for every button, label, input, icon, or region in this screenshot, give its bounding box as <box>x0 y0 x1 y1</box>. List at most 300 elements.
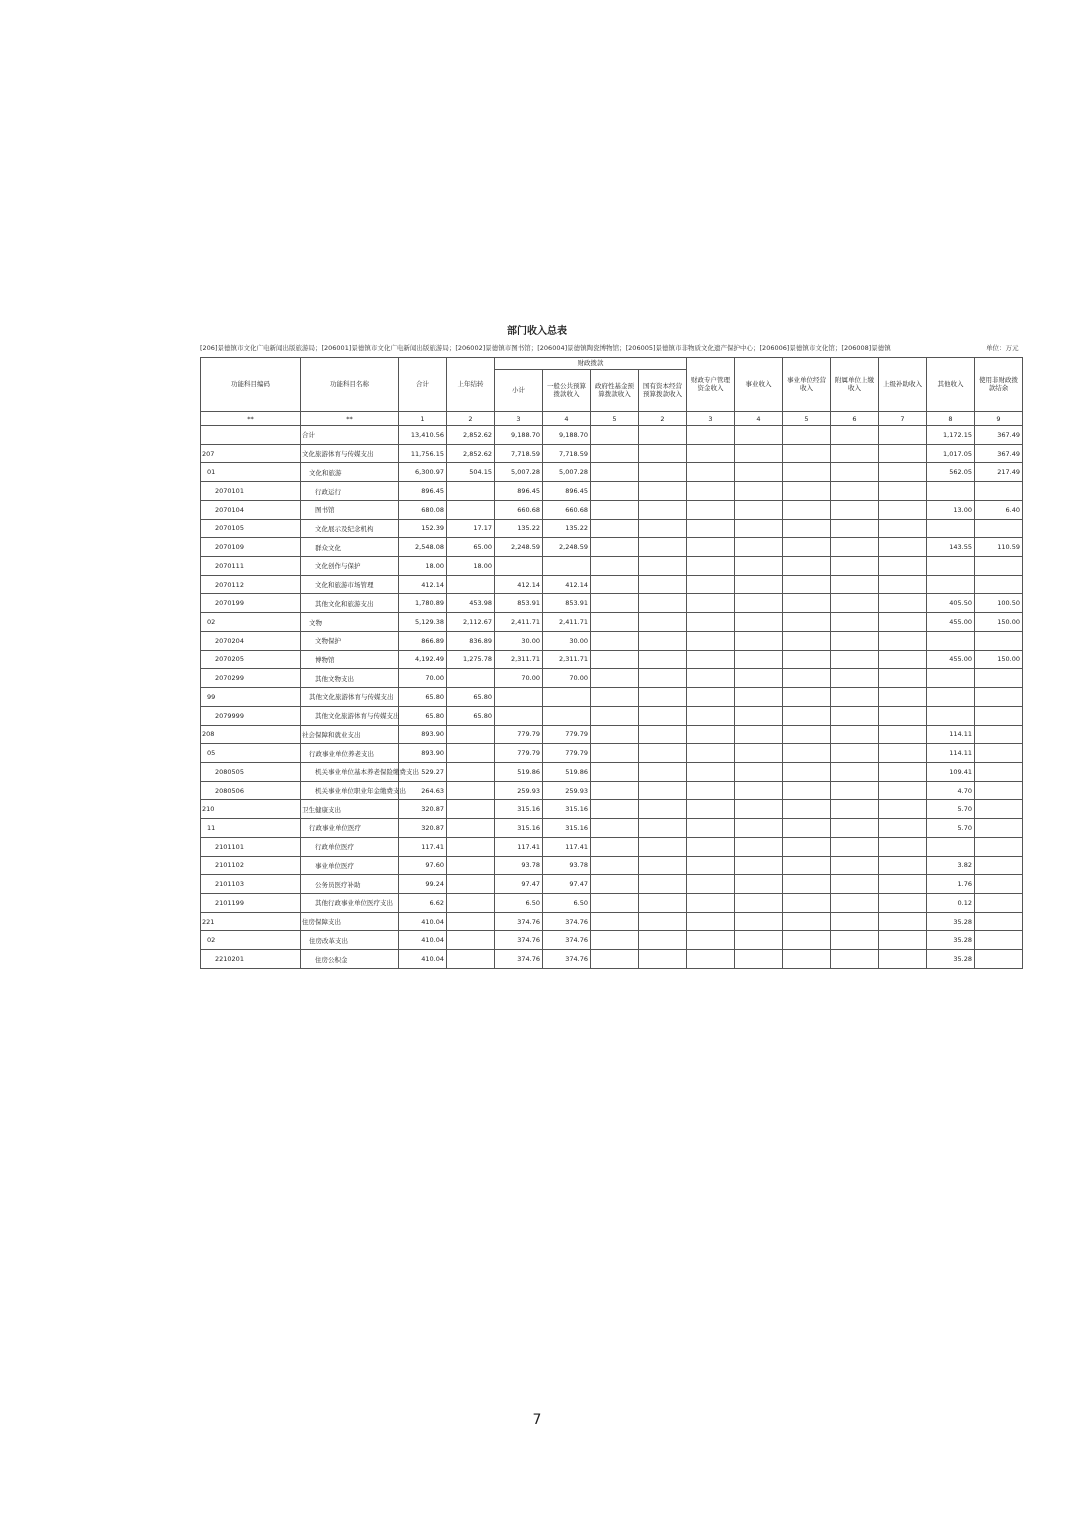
gov-fund-cell <box>591 575 639 594</box>
subordinate-cell <box>831 931 879 950</box>
reserve-cell <box>975 893 1023 912</box>
code-cell: 210 <box>201 800 301 819</box>
superior-cell <box>879 800 927 819</box>
code-cell: 2101101 <box>201 837 301 856</box>
general-budget-cell: 5,007.28 <box>543 463 591 482</box>
table-row <box>201 519 1023 538</box>
business-cell <box>735 819 783 838</box>
carryover-cell <box>447 950 495 969</box>
business-cell <box>735 950 783 969</box>
subordinate-cell <box>831 781 879 800</box>
name-cell: 博物馆 <box>301 650 399 669</box>
subordinate-cell <box>831 950 879 969</box>
reserve-cell: 110.59 <box>975 538 1023 557</box>
general-budget-cell: 315.16 <box>543 800 591 819</box>
operating-cell <box>783 781 831 800</box>
other-income-cell: 405.50 <box>927 594 975 613</box>
operating-cell <box>783 893 831 912</box>
gov-fund-cell <box>591 426 639 445</box>
reserve-cell <box>975 781 1023 800</box>
reserve-cell <box>975 706 1023 725</box>
code-cell: 2070101 <box>201 482 301 501</box>
state-capital-cell <box>639 688 687 707</box>
total-cell: 5,129.38 <box>399 613 447 632</box>
index-cell: 5 <box>783 412 831 426</box>
other-income-cell: 13.00 <box>927 500 975 519</box>
name-cell: 事业单位医疗 <box>301 856 399 875</box>
total-cell: 97.60 <box>399 856 447 875</box>
general-budget-cell: 7,718.59 <box>543 444 591 463</box>
header-gov-fund: 政府性基金预算拨款收入 <box>591 370 639 412</box>
subordinate-cell <box>831 669 879 688</box>
special-fund-cell <box>687 875 735 894</box>
header-code: 功能科目编码 <box>201 358 301 412</box>
table-row <box>201 762 1023 781</box>
name-cell: 机关事业单位职业年金缴费支出 <box>301 781 399 800</box>
name-cell: 住房改革支出 <box>301 931 399 950</box>
gov-fund-cell <box>591 538 639 557</box>
state-capital-cell <box>639 781 687 800</box>
state-capital-cell <box>639 500 687 519</box>
subordinate-cell <box>831 688 879 707</box>
state-capital-cell <box>639 538 687 557</box>
total-cell: 866.89 <box>399 631 447 650</box>
name-cell: 公务员医疗补助 <box>301 875 399 894</box>
name-cell: 其他行政事业单位医疗支出 <box>301 893 399 912</box>
subordinate-cell <box>831 762 879 781</box>
code-cell: 2101102 <box>201 856 301 875</box>
other-income-cell: 0.12 <box>927 893 975 912</box>
header-total: 合计 <box>399 358 447 412</box>
subordinate-cell <box>831 519 879 538</box>
name-cell: 住房保障支出 <box>301 912 399 931</box>
subtotal-cell: 374.76 <box>495 950 543 969</box>
state-capital-cell <box>639 950 687 969</box>
general-budget-cell <box>543 557 591 576</box>
carryover-cell <box>447 762 495 781</box>
carryover-cell: 1,275.78 <box>447 650 495 669</box>
table-row <box>201 463 1023 482</box>
name-cell: 社会保障和就业支出 <box>301 725 399 744</box>
carryover-cell: 504.15 <box>447 463 495 482</box>
superior-cell <box>879 594 927 613</box>
other-income-cell: 3.82 <box>927 856 975 875</box>
index-cell: ** <box>301 412 399 426</box>
subordinate-cell <box>831 819 879 838</box>
state-capital-cell <box>639 557 687 576</box>
other-income-cell: 35.28 <box>927 912 975 931</box>
superior-cell <box>879 463 927 482</box>
total-cell: 6.62 <box>399 893 447 912</box>
superior-cell <box>879 725 927 744</box>
subtotal-cell: 9,188.70 <box>495 426 543 445</box>
gov-fund-cell <box>591 557 639 576</box>
name-cell: 文化创作与保护 <box>301 557 399 576</box>
subtotal-cell: 2,311.71 <box>495 650 543 669</box>
other-income-cell: 5.70 <box>927 800 975 819</box>
code-cell: 207 <box>201 444 301 463</box>
carryover-cell <box>447 837 495 856</box>
code-cell: 2080505 <box>201 762 301 781</box>
business-cell <box>735 575 783 594</box>
general-budget-cell: 374.76 <box>543 912 591 931</box>
index-cell: 4 <box>735 412 783 426</box>
superior-cell <box>879 650 927 669</box>
gov-fund-cell <box>591 650 639 669</box>
carryover-cell <box>447 819 495 838</box>
index-cell: 8 <box>927 412 975 426</box>
superior-cell <box>879 500 927 519</box>
reserve-cell <box>975 725 1023 744</box>
special-fund-cell <box>687 631 735 650</box>
subordinate-cell <box>831 594 879 613</box>
special-fund-cell <box>687 557 735 576</box>
subordinate-cell <box>831 482 879 501</box>
gov-fund-cell <box>591 463 639 482</box>
state-capital-cell <box>639 856 687 875</box>
header-subordinate: 附属单位上缴收入 <box>831 358 879 412</box>
gov-fund-cell <box>591 819 639 838</box>
superior-cell <box>879 557 927 576</box>
index-cell: 5 <box>591 412 639 426</box>
other-income-cell: 114.11 <box>927 725 975 744</box>
total-cell: 893.90 <box>399 744 447 763</box>
total-cell: 893.90 <box>399 725 447 744</box>
carryover-cell <box>447 893 495 912</box>
business-cell <box>735 613 783 632</box>
other-income-cell <box>927 631 975 650</box>
operating-cell <box>783 875 831 894</box>
subtotal-cell: 70.00 <box>495 669 543 688</box>
business-cell <box>735 744 783 763</box>
special-fund-cell <box>687 613 735 632</box>
other-income-cell: 143.55 <box>927 538 975 557</box>
table-row <box>201 725 1023 744</box>
table-row <box>201 557 1023 576</box>
general-budget-cell <box>543 688 591 707</box>
subtotal-cell: 93.78 <box>495 856 543 875</box>
index-cell: 9 <box>975 412 1023 426</box>
special-fund-cell <box>687 669 735 688</box>
name-cell: 卫生健康支出 <box>301 800 399 819</box>
table-row <box>201 688 1023 707</box>
gov-fund-cell <box>591 688 639 707</box>
operating-cell <box>783 557 831 576</box>
name-cell: 文物 <box>301 613 399 632</box>
state-capital-cell <box>639 594 687 613</box>
subtotal-cell: 374.76 <box>495 931 543 950</box>
gov-fund-cell <box>591 931 639 950</box>
business-cell <box>735 669 783 688</box>
table-row <box>201 538 1023 557</box>
code-cell: 2070111 <box>201 557 301 576</box>
table-row <box>201 875 1023 894</box>
special-fund-cell <box>687 856 735 875</box>
special-fund-cell <box>687 519 735 538</box>
total-cell: 264.63 <box>399 781 447 800</box>
general-budget-cell: 2,411.71 <box>543 613 591 632</box>
code-cell: 02 <box>201 613 301 632</box>
header-operating: 事业单位经营收入 <box>783 358 831 412</box>
state-capital-cell <box>639 875 687 894</box>
general-budget-cell: 315.16 <box>543 819 591 838</box>
other-income-cell: 562.05 <box>927 463 975 482</box>
total-cell: 6,300.97 <box>399 463 447 482</box>
superior-cell <box>879 781 927 800</box>
general-budget-cell: 117.41 <box>543 837 591 856</box>
general-budget-cell: 374.76 <box>543 950 591 969</box>
gov-fund-cell <box>591 444 639 463</box>
special-fund-cell <box>687 762 735 781</box>
index-cell: 4 <box>543 412 591 426</box>
business-cell <box>735 631 783 650</box>
header-state-capital: 国有资本经营预算拨款收入 <box>639 370 687 412</box>
operating-cell <box>783 613 831 632</box>
total-cell: 410.04 <box>399 950 447 969</box>
superior-cell <box>879 856 927 875</box>
subtotal-cell: 7,718.59 <box>495 444 543 463</box>
subtotal-cell: 853.91 <box>495 594 543 613</box>
general-budget-cell: 93.78 <box>543 856 591 875</box>
name-cell: 机关事业单位基本养老保险缴费支出 <box>301 762 399 781</box>
subtotal-cell: 6.50 <box>495 893 543 912</box>
code-cell: 2070204 <box>201 631 301 650</box>
code-cell: 2070112 <box>201 575 301 594</box>
reserve-cell: 150.00 <box>975 613 1023 632</box>
header-carryover: 上年结转 <box>447 358 495 412</box>
name-cell: 群众文化 <box>301 538 399 557</box>
carryover-cell: 2,852.62 <box>447 426 495 445</box>
state-capital-cell <box>639 706 687 725</box>
special-fund-cell <box>687 444 735 463</box>
superior-cell <box>879 575 927 594</box>
other-income-cell: 1,017.05 <box>927 444 975 463</box>
gov-fund-cell <box>591 744 639 763</box>
header-name: 功能科目名称 <box>301 358 399 412</box>
subordinate-cell <box>831 444 879 463</box>
carryover-cell: 836.89 <box>447 631 495 650</box>
table-row <box>201 856 1023 875</box>
subtotal-cell <box>495 706 543 725</box>
total-cell: 152.39 <box>399 519 447 538</box>
superior-cell <box>879 538 927 557</box>
special-fund-cell <box>687 706 735 725</box>
general-budget-cell: 779.79 <box>543 744 591 763</box>
other-income-cell: 35.28 <box>927 950 975 969</box>
business-cell <box>735 538 783 557</box>
header-subtotal: 小计 <box>495 370 543 412</box>
operating-cell <box>783 444 831 463</box>
other-income-cell <box>927 837 975 856</box>
code-cell: 2101199 <box>201 893 301 912</box>
general-budget-cell: 779.79 <box>543 725 591 744</box>
operating-cell <box>783 837 831 856</box>
code-cell <box>201 426 301 445</box>
name-cell: 图书馆 <box>301 500 399 519</box>
subtotal-cell: 519.86 <box>495 762 543 781</box>
code-cell: 2070299 <box>201 669 301 688</box>
operating-cell <box>783 426 831 445</box>
table-row <box>201 426 1023 445</box>
reserve-cell: 100.50 <box>975 594 1023 613</box>
subordinate-cell <box>831 538 879 557</box>
table-row <box>201 819 1023 838</box>
carryover-cell: 65.80 <box>447 706 495 725</box>
table-row <box>201 669 1023 688</box>
subordinate-cell <box>831 725 879 744</box>
income-summary-table <box>200 357 1023 969</box>
gov-fund-cell <box>591 762 639 781</box>
special-fund-cell <box>687 688 735 707</box>
table-row <box>201 575 1023 594</box>
reserve-cell: 367.49 <box>975 444 1023 463</box>
reserve-cell <box>975 819 1023 838</box>
subordinate-cell <box>831 557 879 576</box>
special-fund-cell <box>687 482 735 501</box>
general-budget-cell: 660.68 <box>543 500 591 519</box>
carryover-cell: 2,852.62 <box>447 444 495 463</box>
business-cell <box>735 482 783 501</box>
operating-cell <box>783 950 831 969</box>
other-income-cell <box>927 688 975 707</box>
code-cell: 2070205 <box>201 650 301 669</box>
gov-fund-cell <box>591 500 639 519</box>
code-cell: 99 <box>201 688 301 707</box>
general-budget-cell <box>543 706 591 725</box>
reserve-cell <box>975 762 1023 781</box>
state-capital-cell <box>639 519 687 538</box>
reserve-cell: 6.40 <box>975 500 1023 519</box>
business-cell <box>735 837 783 856</box>
other-income-cell <box>927 519 975 538</box>
total-cell: 410.04 <box>399 931 447 950</box>
total-cell: 11,756.15 <box>399 444 447 463</box>
superior-cell <box>879 688 927 707</box>
gov-fund-cell <box>591 875 639 894</box>
carryover-cell: 18.00 <box>447 557 495 576</box>
name-cell: 文化和旅游市场管理 <box>301 575 399 594</box>
code-cell: 05 <box>201 744 301 763</box>
state-capital-cell <box>639 800 687 819</box>
operating-cell <box>783 819 831 838</box>
carryover-cell <box>447 669 495 688</box>
total-cell: 65.80 <box>399 688 447 707</box>
gov-fund-cell <box>591 950 639 969</box>
general-budget-cell: 70.00 <box>543 669 591 688</box>
operating-cell <box>783 631 831 650</box>
gov-fund-cell <box>591 669 639 688</box>
total-cell: 320.87 <box>399 819 447 838</box>
special-fund-cell <box>687 650 735 669</box>
operating-cell <box>783 744 831 763</box>
reserve-cell <box>975 875 1023 894</box>
subordinate-cell <box>831 650 879 669</box>
table-row <box>201 500 1023 519</box>
special-fund-cell <box>687 819 735 838</box>
business-cell <box>735 557 783 576</box>
superior-cell <box>879 875 927 894</box>
name-cell: 文化旅游体育与传媒支出 <box>301 444 399 463</box>
special-fund-cell <box>687 837 735 856</box>
index-cell: 3 <box>687 412 735 426</box>
name-cell: 文化展示及纪念机构 <box>301 519 399 538</box>
table-row <box>201 950 1023 969</box>
operating-cell <box>783 762 831 781</box>
code-cell: 2101103 <box>201 875 301 894</box>
total-cell: 680.08 <box>399 500 447 519</box>
table-row <box>201 837 1023 856</box>
total-cell: 13,410.56 <box>399 426 447 445</box>
business-cell <box>735 912 783 931</box>
total-cell: 1,780.89 <box>399 594 447 613</box>
total-cell: 4,192.49 <box>399 650 447 669</box>
reserve-cell <box>975 856 1023 875</box>
gov-fund-cell <box>591 837 639 856</box>
special-fund-cell <box>687 893 735 912</box>
code-cell: 208 <box>201 725 301 744</box>
code-cell: 2079999 <box>201 706 301 725</box>
general-budget-cell: 259.93 <box>543 781 591 800</box>
table-row <box>201 800 1023 819</box>
subordinate-cell <box>831 800 879 819</box>
name-cell: 行政事业单位养老支出 <box>301 744 399 763</box>
table-row <box>201 893 1023 912</box>
carryover-cell: 2,112.67 <box>447 613 495 632</box>
total-cell: 896.45 <box>399 482 447 501</box>
total-cell: 117.41 <box>399 837 447 856</box>
state-capital-cell <box>639 463 687 482</box>
state-capital-cell <box>639 893 687 912</box>
operating-cell <box>783 519 831 538</box>
carryover-cell <box>447 575 495 594</box>
general-budget-cell: 30.00 <box>543 631 591 650</box>
superior-cell <box>879 426 927 445</box>
state-capital-cell <box>639 931 687 950</box>
page-number: 7 <box>532 1412 542 1428</box>
business-cell <box>735 800 783 819</box>
general-budget-cell: 2,311.71 <box>543 650 591 669</box>
reserve-cell <box>975 688 1023 707</box>
table-title: 部门收入总表 <box>507 326 567 337</box>
name-cell: 住房公积金 <box>301 950 399 969</box>
special-fund-cell <box>687 426 735 445</box>
carryover-cell <box>447 725 495 744</box>
subordinate-cell <box>831 613 879 632</box>
general-budget-cell: 853.91 <box>543 594 591 613</box>
special-fund-cell <box>687 725 735 744</box>
subordinate-cell <box>831 426 879 445</box>
subordinate-cell <box>831 500 879 519</box>
table-row <box>201 444 1023 463</box>
reserve-cell <box>975 482 1023 501</box>
total-cell: 99.24 <box>399 875 447 894</box>
code-cell: 2080506 <box>201 781 301 800</box>
special-fund-cell <box>687 575 735 594</box>
carryover-cell <box>447 781 495 800</box>
other-income-cell: 1,172.15 <box>927 426 975 445</box>
business-cell <box>735 500 783 519</box>
state-capital-cell <box>639 482 687 501</box>
other-income-cell: 35.28 <box>927 931 975 950</box>
subordinate-cell <box>831 837 879 856</box>
carryover-cell: 453.98 <box>447 594 495 613</box>
reserve-cell <box>975 800 1023 819</box>
subordinate-cell <box>831 631 879 650</box>
business-cell <box>735 725 783 744</box>
name-cell: 行政事业单位医疗 <box>301 819 399 838</box>
subtotal-cell: 30.00 <box>495 631 543 650</box>
name-cell: 文物保护 <box>301 631 399 650</box>
